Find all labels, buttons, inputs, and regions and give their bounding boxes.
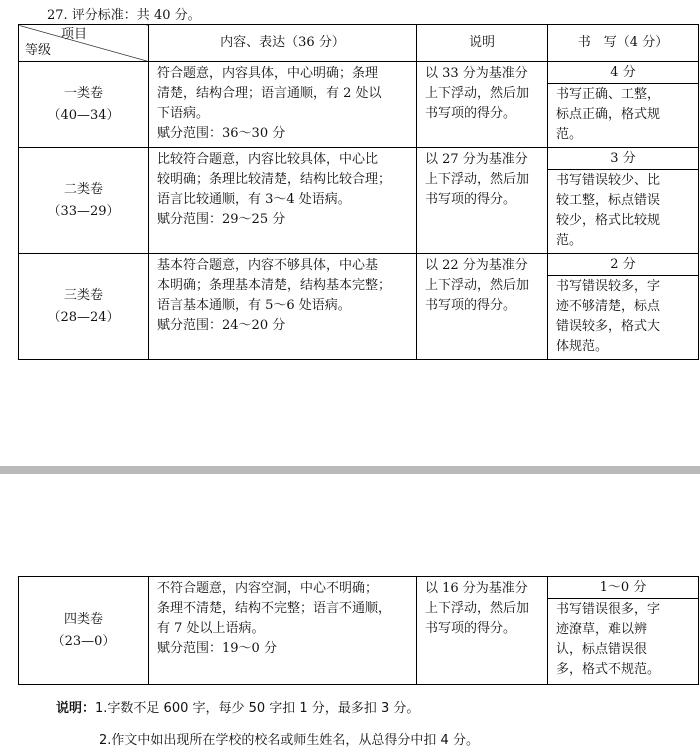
writing-description <box>548 84 698 147</box>
writing-line: 书写错误较多，字 <box>556 279 661 294</box>
note-line: 以 33 分为基准分 <box>425 66 528 81</box>
content-criteria-cell <box>149 254 417 360</box>
score-range-line: 赋分范围：36～30 分 <box>157 126 286 141</box>
note-cell <box>417 148 548 254</box>
table-row <box>19 254 699 360</box>
note-cell <box>417 62 548 148</box>
criteria-line: 清楚，结构合理；语言通顺，有 2 处以 <box>157 86 382 101</box>
note-line: 书写项的得分。 <box>425 621 517 636</box>
note-line: 上下浮动，然后加 <box>425 601 530 616</box>
writing-line: 较少，格式比较规 <box>556 213 661 228</box>
criteria-line: 本明确；条理基本清楚，结构基本完整； <box>157 278 392 293</box>
writing-line: 较工整，标点错误 <box>556 193 661 208</box>
grade-level-range: （28—24） <box>47 309 120 325</box>
grade-level-name: 四类卷 <box>63 611 103 627</box>
level-header: 等级 <box>25 43 52 58</box>
writing-line: 范。 <box>556 233 583 248</box>
writing-line: 认，标点错误很 <box>556 642 648 657</box>
content-criteria-cell <box>149 62 417 148</box>
note-line: 书写项的得分。 <box>425 192 517 207</box>
criteria-line: 有 7 处以上语病。 <box>157 621 265 636</box>
note-header: 说明 <box>417 25 548 62</box>
writing-line: 迹不够清楚，标点 <box>556 299 661 314</box>
writing-cell <box>548 62 699 148</box>
grade-level-name: 二类卷 <box>63 181 103 197</box>
criteria-line: 语言基本通顺，有 5～6 处语病。 <box>157 298 351 313</box>
page-break-divider <box>0 466 700 474</box>
remark-label: 说明： <box>56 701 96 716</box>
writing-description <box>548 276 698 359</box>
writing-description <box>548 599 698 682</box>
criteria-line: 不符合题意，内容空洞，中心不明确； <box>157 581 379 596</box>
writing-line: 多，格式不规范。 <box>556 662 661 677</box>
item-header: 项目 <box>61 27 88 42</box>
score-range-line: 赋分范围：19～0 分 <box>157 641 277 656</box>
grade-level-cell <box>19 577 149 685</box>
remark-1 <box>56 697 419 716</box>
score-range-line: 赋分范围：29～25 分 <box>157 212 286 227</box>
writing-line: 迹潦草，难以辨 <box>556 622 648 637</box>
note-line: 上下浮动，然后加 <box>425 278 530 293</box>
grade-level-cell <box>19 148 149 254</box>
writing-line: 书写错误较少、比 <box>556 173 661 188</box>
writing-line: 错误较多，格式大 <box>556 319 661 334</box>
writing-line: 体规范。 <box>556 339 609 354</box>
table-row <box>19 577 699 685</box>
note-line: 以 22 分为基准分 <box>425 258 528 273</box>
writing-line: 范。 <box>556 127 583 142</box>
writing-cell <box>548 577 699 685</box>
note-cell <box>417 577 548 685</box>
writing-score: 4 分 <box>548 62 698 84</box>
note-line: 上下浮动，然后加 <box>425 172 530 187</box>
criteria-line: 语言比较通顺，有 3～4 处语病。 <box>157 192 351 207</box>
note-line: 书写项的得分。 <box>425 298 517 313</box>
criteria-line: 基本符合题意，内容不够具体，中心基 <box>157 258 379 273</box>
note-line: 以 27 分为基准分 <box>425 152 528 167</box>
table-row <box>19 148 699 254</box>
note-cell <box>417 254 548 360</box>
writing-score: 1～0 分 <box>548 577 698 599</box>
grading-table <box>18 24 699 360</box>
writing-score: 3 分 <box>548 148 698 170</box>
grading-table-continued <box>18 576 699 685</box>
grade-level-range: （33—29） <box>47 203 120 219</box>
writing-description <box>548 170 698 253</box>
grade-level-cell <box>19 254 149 360</box>
grade-level-name: 一类卷 <box>63 85 103 101</box>
content-criteria-cell <box>149 148 417 254</box>
table-header-row <box>19 25 699 62</box>
writing-score: 2 分 <box>548 254 698 276</box>
criteria-line: 比较符合题意，内容比较具体，中心比 <box>157 152 379 167</box>
section-title: 27. 评分标准：共 40 分。 <box>47 8 201 23</box>
grade-level-name: 三类卷 <box>63 287 103 303</box>
criteria-line: 较明确；条理比较清楚，结构比较合理； <box>157 172 392 187</box>
note-line: 上下浮动，然后加 <box>425 86 530 101</box>
grade-level-cell <box>19 62 149 148</box>
writing-line: 书写错误很多，字 <box>556 602 661 617</box>
writing-header: 书 写（4 分） <box>548 25 699 62</box>
criteria-line: 条理不清楚，结构不完整；语言不通顺， <box>157 601 392 616</box>
writing-cell <box>548 148 699 254</box>
score-range-line: 赋分范围：24～20 分 <box>157 318 286 333</box>
writing-line: 书写正确、工整， <box>556 87 661 102</box>
criteria-line: 符合题意，内容具体，中心明确；条理 <box>157 66 379 81</box>
remark-2: 2.作文中如出现所在学校的校名或师生姓名，从总得分中扣 4 分。 <box>99 733 479 748</box>
grade-level-range: （23—0） <box>51 633 116 649</box>
writing-line: 标点正确，格式规 <box>556 107 661 122</box>
table-row <box>19 62 699 148</box>
diagonal-header-cell <box>19 25 149 62</box>
note-line: 以 16 分为基准分 <box>425 581 528 596</box>
content-criteria-cell <box>149 577 417 685</box>
remark-text: 1.字数不足 600 字，每少 50 字扣 1 分，最多扣 3 分。 <box>95 701 420 716</box>
note-line: 书写项的得分。 <box>425 106 517 121</box>
content-header: 内容、表达（36 分） <box>149 25 417 62</box>
grade-level-range: （40—34） <box>47 107 120 123</box>
writing-cell <box>548 254 699 360</box>
criteria-line: 下语病。 <box>157 106 210 121</box>
